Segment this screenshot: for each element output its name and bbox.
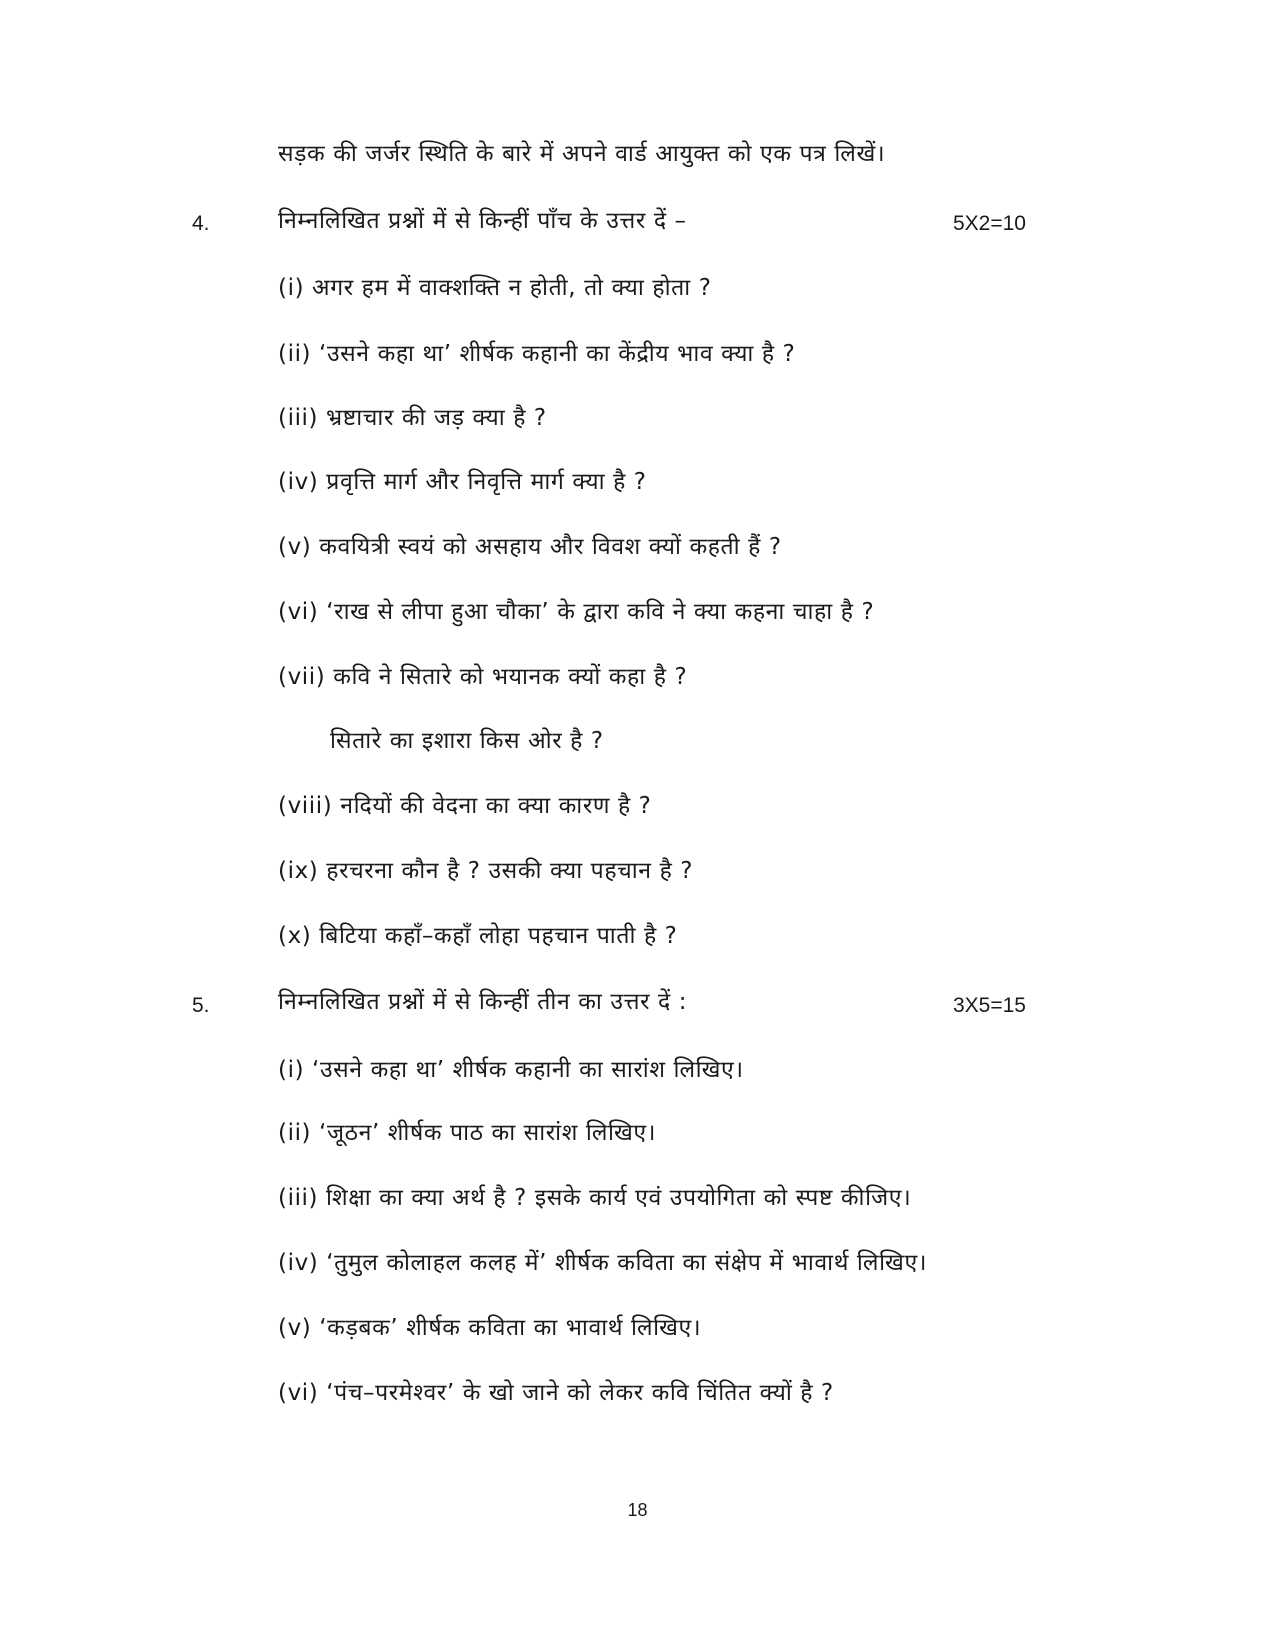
q4-item: (i) अगर हम में वाक्शक्ति न होती, तो क्या होता ? — [278, 275, 712, 301]
question-4-number: 4. — [192, 212, 210, 235]
q4-item: (vi) ‘राख से लीपा हुआ चौका’ के द्वारा कवि ने क्या कहना चाहा है ? — [278, 599, 875, 625]
intro-line: सड़क की जर्जर स्थिति के बारे में अपने वार्ड आयुक्त को एक पत्र लिखें। — [278, 141, 886, 167]
q4-item: (iv) प्रवृत्ति मार्ग और निवृत्ति मार्ग क्या है ? — [278, 469, 647, 495]
question-5-heading: निम्नलिखित प्रश्नों में से किन्हीं तीन का उत्तर दें : — [278, 989, 688, 1015]
q4-item: (viii) नदियों की वेदना का क्या कारण है ? — [278, 793, 652, 819]
question-4-heading: निम्नलिखित प्रश्नों में से किन्हीं पाँच के उत्तर दें – — [278, 208, 687, 234]
q4-item: (v) कवयित्री स्वयं को असहाय और विवश क्यों कहती हैं ? — [278, 534, 782, 560]
q5-item: (i) ‘उसने कहा था’ शीर्षक कहानी का सारांश लिखिए। — [278, 1057, 744, 1083]
q5-item: (iii) शिक्षा का क्या अर्थ है ? इसके कार्य एवं उपयोगिता को स्पष्ट कीजिए। — [278, 1185, 912, 1211]
q5-item: (iv) ‘तुमुल कोलाहल कलह में’ शीर्षक कविता का संक्षेप में भावार्थ लिखिए। — [278, 1250, 928, 1276]
question-5-number: 5. — [192, 994, 210, 1017]
q4-item: (ix) हरचरना कौन है ? उसकी क्या पहचान है ? — [278, 858, 694, 884]
q4-item-continuation: सितारे का इशारा किस ओर है ? — [330, 728, 604, 754]
page-number: 18 — [627, 1500, 648, 1520]
question-5-marks: 3X5=15 — [953, 994, 1026, 1017]
q4-item: (vii) कवि ने सितारे को भयानक क्यों कहा है ? — [278, 664, 688, 690]
q4-item: (iii) भ्रष्टाचार की जड़ क्या है ? — [278, 405, 547, 431]
q4-item: (x) बिटिया कहाँ–कहाँ लोहा पहचान पाती है ? — [278, 923, 678, 949]
q4-item: (ii) ‘उसने कहा था’ शीर्षक कहानी का केंद्रीय भाव क्या है ? — [278, 341, 796, 367]
q5-item: (ii) ‘जूठन’ शीर्षक पाठ का सारांश लिखिए। — [278, 1120, 657, 1146]
question-4-marks: 5X2=10 — [953, 212, 1026, 235]
q5-item: (vi) ‘पंच–परमेश्वर’ के खो जाने को लेकर कवि चिंतित क्यों है ? — [278, 1380, 834, 1406]
q5-item: (v) ‘कड़बक’ शीर्षक कविता का भावार्थ लिखिए। — [278, 1315, 702, 1341]
